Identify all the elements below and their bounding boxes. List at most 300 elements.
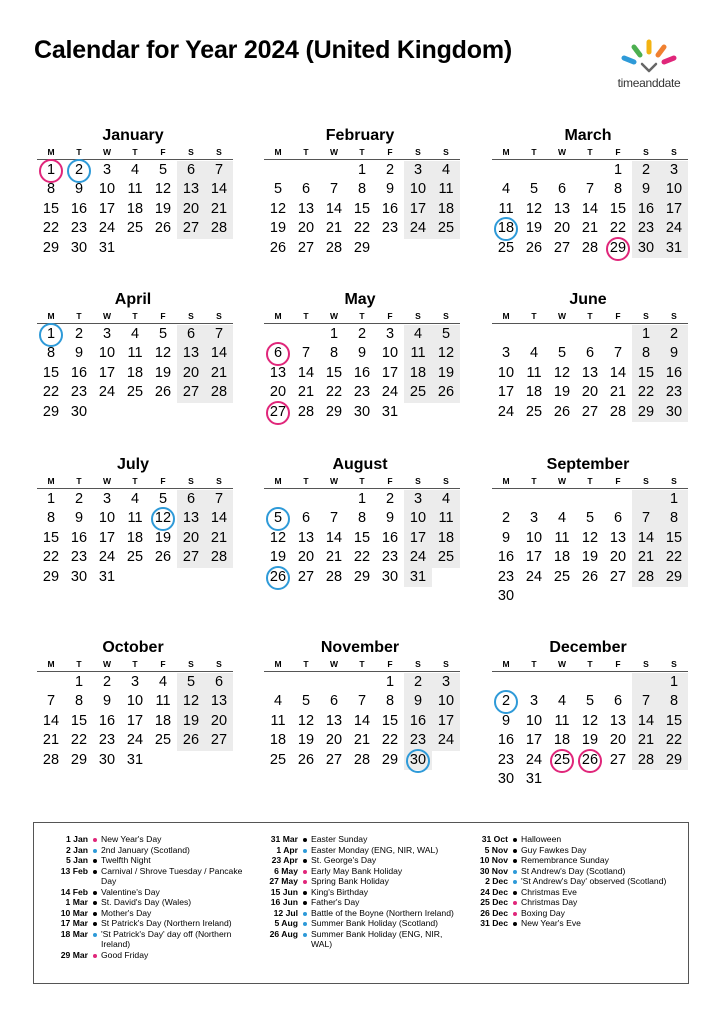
day-cell: 14	[632, 712, 660, 731]
weekday-header: T	[587, 311, 593, 321]
day-cell: 22	[353, 220, 371, 237]
weekday-header-row	[492, 475, 688, 489]
bullet-dot-icon	[303, 887, 311, 898]
day-cell: 4	[501, 181, 511, 198]
day-cell: 1	[329, 326, 339, 342]
holiday-name: Easter Monday (ENG, NIR, WAL)	[311, 844, 439, 855]
holiday-name: Carnival / Shrove Tuesday / Pancake Day	[101, 865, 243, 886]
day-cell: 7	[205, 161, 233, 180]
month-name: January	[102, 127, 164, 144]
day-cell: 7	[613, 345, 623, 362]
day-cell: 30	[497, 770, 515, 787]
empty-cell	[520, 325, 548, 344]
day-cell: 22	[353, 549, 371, 566]
bullet-dot-icon	[513, 887, 521, 898]
day-cell: 23	[353, 384, 371, 401]
weekday-header: W	[557, 311, 567, 321]
day-cell: 4	[404, 325, 432, 344]
day-cell: 12	[269, 529, 287, 546]
day-cell: 5	[301, 693, 311, 710]
day-cell: 3	[404, 161, 432, 180]
day-cell: 12	[297, 712, 315, 729]
day-cell: 11	[498, 200, 514, 217]
month-name: July	[116, 456, 149, 473]
day-cell: 5	[177, 673, 205, 692]
weekday-header: T	[531, 311, 537, 321]
weekday-header: T	[76, 659, 82, 669]
day-cell: 30	[353, 403, 371, 420]
day-cell: 9	[501, 529, 511, 546]
weekday-header: F	[160, 147, 166, 157]
holiday-date: 12 Jul	[273, 907, 298, 918]
holiday-date: 14 Feb	[60, 886, 88, 897]
day-cell: 24	[404, 548, 432, 567]
day-cell: 21	[205, 529, 233, 548]
day-cell: 31	[525, 770, 543, 787]
empty-cell	[604, 673, 632, 692]
holiday-entry	[42, 908, 252, 919]
day-cell: 24	[126, 732, 144, 749]
day-cell: 2	[102, 674, 112, 690]
day-cell: 12	[525, 200, 543, 217]
month-december	[492, 638, 688, 789]
weekday-header: S	[216, 476, 222, 486]
day-cell: 8	[46, 345, 56, 362]
day-cell: 20	[609, 732, 627, 749]
day-cell: 21	[205, 364, 233, 383]
weekday-header: M	[274, 311, 282, 321]
day-cell: 16	[404, 712, 432, 731]
day-cell: 4	[432, 490, 460, 509]
weekday-header: M	[47, 311, 55, 321]
weekday-header-row	[264, 146, 460, 160]
holiday-entry	[42, 887, 252, 898]
logo-text: timeanddate	[617, 76, 681, 90]
day-cell: 5	[529, 181, 539, 198]
weekday-header: T	[587, 147, 593, 157]
weekday-header-row	[37, 146, 233, 160]
day-cell: 27	[177, 383, 205, 402]
day-cell: 8	[357, 181, 367, 198]
day-cell: 11	[270, 712, 286, 729]
day-cell: 20	[325, 732, 343, 749]
holiday-entry	[42, 866, 252, 887]
days-grid	[264, 490, 460, 587]
day-cell: 2	[501, 510, 511, 527]
day-cell: 22	[70, 732, 88, 749]
holiday-name: Mother's Day	[101, 907, 152, 918]
day-cell: 15	[42, 200, 60, 217]
day-cell: 19	[525, 220, 543, 237]
empty-cell	[548, 325, 576, 344]
bullet-dot-icon	[303, 834, 311, 845]
day-cell: 28	[325, 568, 343, 585]
day-cell: 8	[385, 693, 395, 710]
day-cell: 8	[74, 693, 84, 710]
holiday-entry	[462, 887, 672, 898]
day-cell: 19	[154, 200, 172, 217]
weekday-header: T	[303, 311, 309, 321]
holiday-day-cell: 25	[548, 751, 576, 770]
weekday-header: S	[188, 659, 194, 669]
day-cell: 19	[581, 549, 599, 566]
bullet-dot-icon	[303, 845, 311, 856]
weekday-header: F	[387, 659, 393, 669]
day-cell: 11	[432, 509, 460, 528]
empty-cell	[520, 673, 548, 692]
day-cell: 10	[98, 181, 116, 198]
day-cell: 26	[581, 568, 599, 585]
day-cell: 22	[381, 732, 399, 749]
holiday-legend	[33, 822, 689, 984]
day-cell: 5	[158, 326, 168, 342]
weekday-header: F	[160, 476, 166, 486]
holiday-entry	[42, 929, 252, 950]
day-cell: 25	[432, 219, 460, 238]
day-cell: 3	[432, 673, 460, 692]
day-cell: 7	[585, 181, 595, 198]
day-cell: 28	[205, 383, 233, 402]
day-cell: 14	[205, 180, 233, 199]
holiday-entry	[252, 897, 462, 908]
day-cell: 6	[301, 510, 311, 527]
weekday-header-row	[492, 310, 688, 324]
day-cell: 24	[525, 568, 543, 585]
day-cell: 31	[98, 239, 116, 256]
day-cell: 31	[660, 239, 688, 258]
day-cell: 9	[660, 344, 688, 363]
bullet-dot-icon	[513, 855, 521, 866]
day-cell: 29	[353, 239, 371, 256]
day-cell: 17	[660, 200, 688, 219]
day-cell: 21	[353, 732, 371, 749]
weekday-header: S	[443, 476, 449, 486]
holiday-day-cell: 1	[37, 161, 65, 180]
day-cell: 28	[205, 219, 233, 238]
holiday-day-cell: 1	[37, 325, 65, 344]
weekday-header: F	[387, 476, 393, 486]
day-cell: 10	[432, 692, 460, 711]
day-cell: 21	[609, 384, 627, 401]
day-cell: 24	[98, 549, 116, 566]
day-cell: 4	[130, 326, 140, 342]
day-cell: 24	[660, 219, 688, 238]
day-cell: 19	[154, 364, 172, 381]
days-grid	[37, 325, 233, 422]
day-cell: 4	[130, 162, 140, 178]
day-cell: 27	[581, 403, 599, 420]
weekday-header: S	[443, 311, 449, 321]
day-cell: 26	[154, 220, 172, 237]
day-cell: 9	[385, 510, 395, 527]
day-cell: 23	[497, 568, 515, 585]
day-cell: 2	[357, 326, 367, 342]
weekday-header: S	[671, 659, 677, 669]
day-cell: 18	[404, 364, 432, 383]
month-march	[492, 126, 688, 258]
day-cell: 19	[177, 712, 205, 731]
month-name: September	[546, 456, 630, 473]
empty-cell	[576, 490, 604, 509]
weekday-header: S	[415, 147, 421, 157]
weekday-header: W	[329, 659, 339, 669]
day-cell: 17	[98, 200, 116, 217]
holiday-entry	[252, 887, 462, 898]
weekday-header: T	[76, 476, 82, 486]
day-cell: 30	[70, 239, 88, 256]
weekday-header-row	[492, 658, 688, 672]
weekday-header: T	[359, 147, 365, 157]
day-cell: 7	[632, 509, 660, 528]
day-cell: 26	[154, 549, 172, 566]
day-cell: 17	[126, 712, 144, 729]
day-cell: 28	[353, 751, 371, 768]
day-cell: 29	[381, 751, 399, 768]
day-cell: 22	[660, 548, 688, 567]
day-cell: 16	[632, 200, 660, 219]
day-cell: 7	[329, 181, 339, 198]
weekday-header: W	[329, 311, 339, 321]
day-cell: 25	[154, 732, 172, 749]
day-cell: 18	[269, 732, 287, 749]
weekday-header: F	[160, 311, 166, 321]
weekday-header: F	[615, 659, 621, 669]
weekday-header: T	[132, 659, 138, 669]
day-cell: 8	[46, 181, 56, 198]
holiday-date: 5 Nov	[484, 844, 508, 855]
month-july	[37, 455, 233, 587]
holiday-day-cell: 5	[264, 509, 292, 528]
weekday-header: T	[531, 147, 537, 157]
day-cell: 28	[581, 239, 599, 256]
day-cell: 10	[381, 345, 399, 362]
day-cell: 6	[301, 181, 311, 198]
weekday-header: T	[132, 147, 138, 157]
day-cell: 18	[126, 200, 144, 217]
day-cell: 13	[297, 200, 315, 217]
bullet-dot-icon	[303, 876, 311, 887]
day-cell: 16	[98, 712, 116, 729]
holiday-day-cell: 26	[576, 751, 604, 770]
bullet-dot-icon	[513, 918, 521, 929]
weekday-header: T	[76, 147, 82, 157]
day-cell: 30	[381, 568, 399, 585]
holiday-name: Summer Bank Holiday (ENG, NIR, WAL)	[311, 928, 443, 949]
holiday-entry	[462, 918, 672, 929]
day-cell: 21	[205, 200, 233, 219]
day-cell: 5	[557, 345, 567, 362]
day-cell: 5	[585, 510, 595, 527]
bullet-dot-icon	[513, 908, 521, 919]
day-cell: 15	[632, 364, 660, 383]
day-cell: 22	[42, 220, 60, 237]
weekday-header: T	[303, 147, 309, 157]
day-cell: 22	[632, 383, 660, 402]
day-cell: 18	[126, 529, 144, 546]
day-cell: 29	[660, 568, 688, 587]
sunburst-logo-icon	[616, 38, 682, 74]
day-cell: 10	[525, 712, 543, 729]
day-cell: 25	[432, 548, 460, 567]
weekday-header: F	[615, 147, 621, 157]
day-cell: 25	[553, 568, 571, 585]
bullet-dot-icon	[93, 897, 101, 908]
holiday-day-cell: 30	[404, 751, 432, 770]
day-cell: 23	[497, 751, 515, 768]
day-cell: 30	[70, 403, 88, 420]
month-april	[37, 290, 233, 422]
holiday-day-cell: 6	[264, 344, 292, 363]
weekday-header: W	[102, 659, 112, 669]
day-cell: 11	[404, 344, 432, 363]
empty-cell	[320, 490, 348, 509]
weekday-header: S	[643, 147, 649, 157]
day-cell: 3	[102, 162, 112, 178]
month-name: May	[344, 291, 376, 308]
day-cell: 27	[609, 751, 627, 768]
day-cell: 15	[660, 712, 688, 731]
day-cell: 29	[42, 403, 60, 420]
day-cell: 25	[525, 403, 543, 420]
day-cell: 16	[70, 364, 88, 381]
days-grid	[37, 490, 233, 587]
day-cell: 15	[42, 529, 60, 546]
empty-cell	[604, 325, 632, 344]
month-june	[492, 290, 688, 422]
weekday-header: F	[387, 311, 393, 321]
bullet-dot-icon	[93, 918, 101, 929]
empty-cell	[548, 490, 576, 509]
day-cell: 17	[98, 529, 116, 546]
day-cell: 27	[297, 239, 315, 256]
empty-cell	[348, 673, 376, 692]
day-cell: 3	[102, 491, 112, 507]
day-cell: 17	[432, 712, 460, 731]
day-cell: 5	[585, 693, 595, 710]
day-cell: 29	[632, 403, 660, 422]
day-cell: 23	[381, 549, 399, 566]
day-cell: 9	[404, 692, 432, 711]
day-cell: 6	[177, 325, 205, 344]
day-cell: 7	[205, 325, 233, 344]
day-cell: 12	[581, 529, 599, 546]
day-cell: 10	[98, 345, 116, 362]
holiday-date: 5 Aug	[274, 918, 298, 928]
day-cell: 19	[154, 529, 172, 546]
bullet-dot-icon	[513, 845, 521, 856]
holiday-entry	[252, 855, 462, 866]
day-cell: 27	[297, 568, 315, 585]
weekday-header-row	[264, 475, 460, 489]
weekday-header: T	[359, 311, 365, 321]
day-cell: 28	[325, 239, 343, 256]
empty-cell	[576, 325, 604, 344]
day-cell: 18	[553, 549, 571, 566]
day-cell: 6	[205, 673, 233, 692]
day-cell: 28	[609, 403, 627, 420]
day-cell: 4	[557, 693, 567, 710]
weekday-header: T	[359, 659, 365, 669]
day-cell: 15	[70, 712, 88, 729]
weekday-header: S	[188, 147, 194, 157]
bullet-dot-icon	[93, 845, 101, 856]
holiday-date: 1 Mar	[65, 897, 88, 907]
month-name: August	[332, 456, 388, 473]
day-cell: 9	[74, 345, 84, 362]
weekday-header: S	[216, 147, 222, 157]
bullet-dot-icon	[93, 887, 101, 898]
day-cell: 9	[632, 180, 660, 199]
month-august	[264, 455, 460, 587]
holiday-date: 17 Mar	[60, 918, 88, 928]
day-cell: 5	[158, 491, 168, 507]
day-cell: 11	[554, 712, 570, 729]
day-cell: 2	[660, 325, 688, 344]
holiday-entry	[462, 908, 672, 919]
day-cell: 29	[353, 568, 371, 585]
day-cell: 1	[632, 325, 660, 344]
holiday-date: 26 Dec	[480, 907, 508, 918]
holiday-name: Remembrance Sunday	[521, 855, 609, 865]
day-cell: 4	[130, 491, 140, 507]
day-cell: 17	[404, 200, 432, 219]
day-cell: 23	[70, 220, 88, 237]
weekday-header: T	[587, 476, 593, 486]
day-cell: 7	[357, 693, 367, 710]
day-cell: 20	[297, 549, 315, 566]
weekday-header: S	[671, 147, 677, 157]
day-cell: 20	[269, 384, 287, 401]
holiday-date: 6 May	[274, 865, 298, 876]
day-cell: 13	[609, 712, 627, 729]
timeanddate-logo[interactable]	[602, 38, 696, 92]
day-cell: 12	[553, 364, 571, 381]
legend-column-3	[462, 834, 672, 929]
day-cell: 6	[177, 490, 205, 509]
day-cell: 15	[660, 529, 688, 548]
day-cell: 31	[98, 568, 116, 585]
day-cell: 26	[177, 731, 205, 750]
day-cell: 4	[432, 161, 460, 180]
holiday-name: Father's Day	[311, 897, 360, 907]
bullet-dot-icon	[93, 908, 101, 919]
day-cell: 16	[497, 549, 515, 566]
day-cell: 22	[42, 549, 60, 566]
holiday-date: 1 Apr	[276, 844, 298, 855]
bullet-dot-icon	[93, 929, 101, 950]
day-cell: 21	[632, 731, 660, 750]
day-cell: 10	[404, 180, 432, 199]
month-name: November	[320, 639, 400, 656]
holiday-name: Early May Bank Holiday	[311, 865, 403, 876]
holiday-date: 13 Feb	[60, 865, 88, 876]
weekday-header: M	[47, 476, 55, 486]
weekday-header-row	[37, 310, 233, 324]
holiday-entry	[42, 834, 252, 845]
day-cell: 13	[177, 344, 205, 363]
weekday-header: W	[102, 311, 112, 321]
day-cell: 12	[432, 344, 460, 363]
days-grid	[264, 325, 460, 422]
month-name: December	[549, 639, 627, 656]
day-cell: 13	[177, 180, 205, 199]
empty-cell	[292, 161, 320, 180]
day-cell: 16	[381, 529, 399, 546]
day-cell: 18	[432, 529, 460, 548]
day-cell: 4	[158, 674, 168, 690]
weekday-header: S	[643, 659, 649, 669]
day-cell: 19	[553, 384, 571, 401]
